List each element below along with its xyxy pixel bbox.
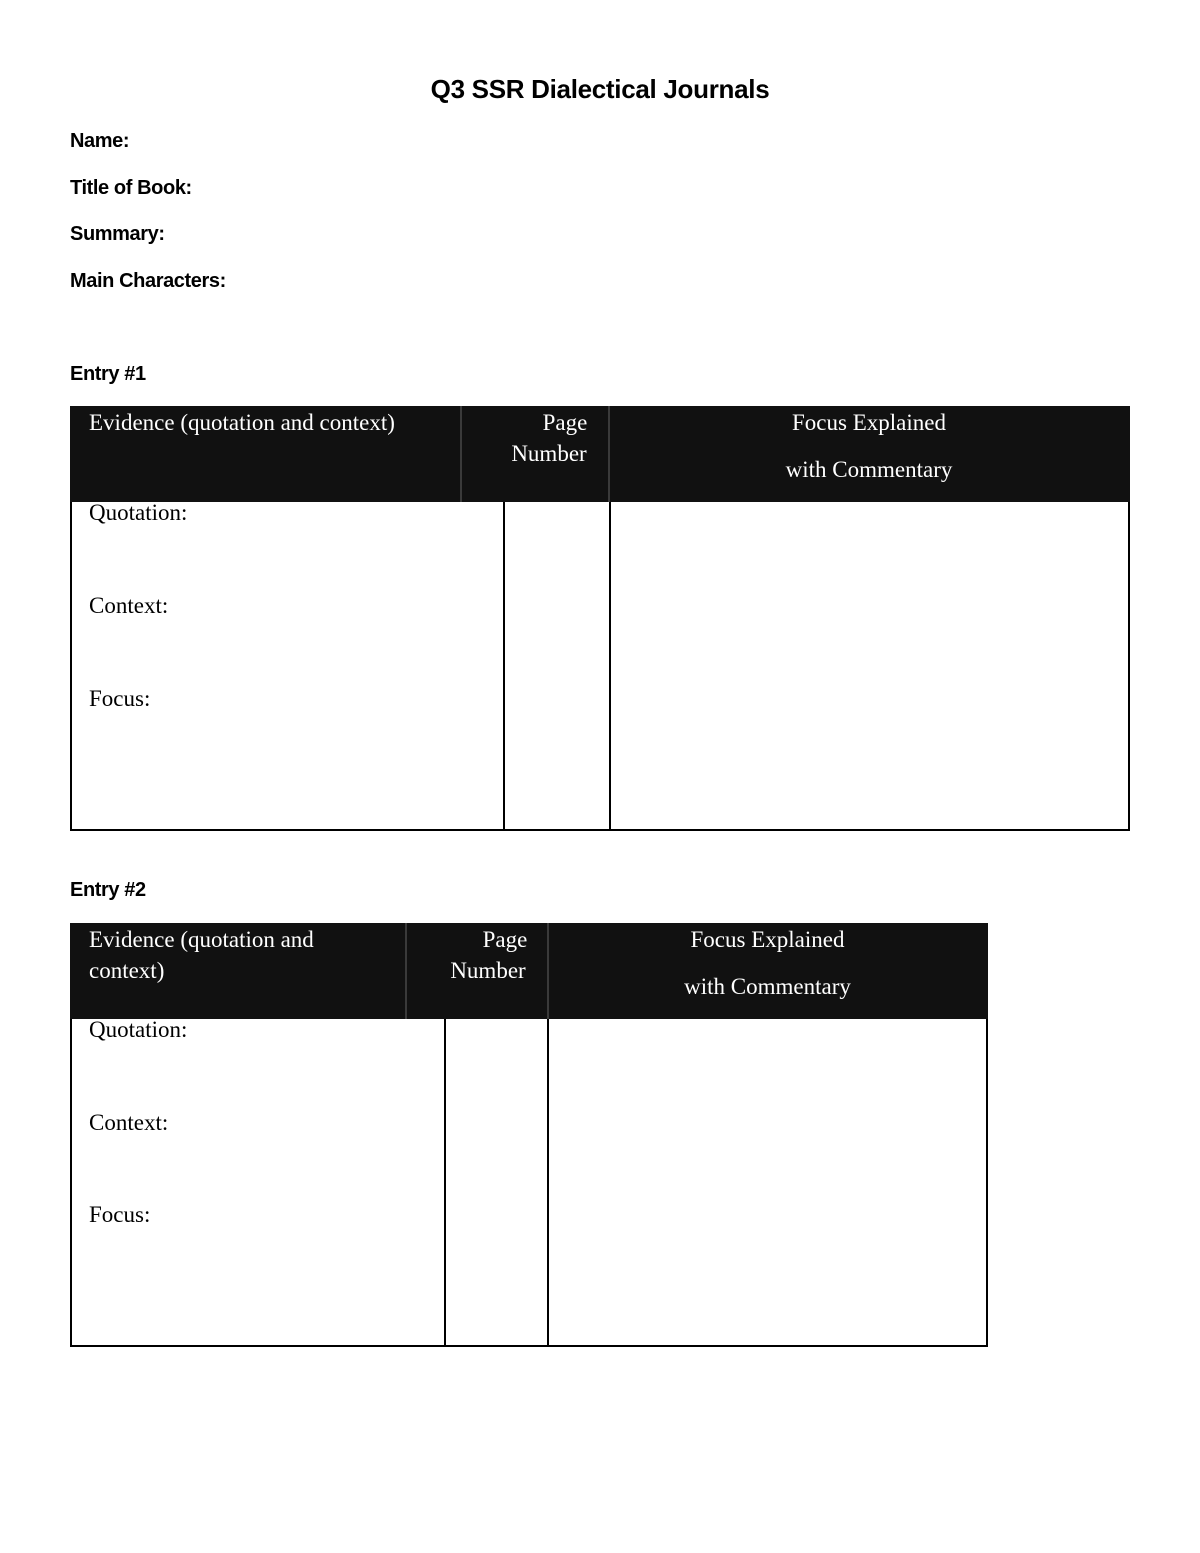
quotation-label: Quotation:	[89, 500, 188, 525]
column-divider	[444, 1019, 446, 1345]
page-number-header-line2: Number	[511, 441, 587, 466]
context-label: Context:	[89, 1110, 169, 1135]
entry-2-body-row	[70, 1019, 988, 1347]
entry-1-header-row	[70, 406, 1130, 502]
focus-header-line2: with Commentary	[785, 457, 953, 482]
entry-1-table	[70, 406, 1130, 831]
evidence-header-line2: context)	[89, 958, 165, 983]
summary-field-label: Summary:	[70, 223, 165, 245]
name-field-label: Name:	[70, 130, 130, 152]
entry-2-label: Entry #2	[70, 879, 146, 901]
focus-label: Focus:	[89, 1202, 151, 1227]
header-divider	[460, 406, 462, 502]
evidence-header-line1: Evidence (quotation and	[89, 927, 314, 952]
page-number-header-line1: Page	[542, 410, 588, 435]
column-divider	[609, 502, 611, 829]
page-title: Q3 SSR Dialectical Journals	[430, 74, 770, 104]
page-number-header-line1: Page	[482, 927, 528, 952]
entry-1-body-row	[70, 502, 1130, 831]
page-number-header-line2: Number	[450, 958, 526, 983]
quotation-label: Quotation:	[89, 1017, 188, 1042]
entry-2-header-row	[70, 923, 988, 1019]
entry-1-label: Entry #1	[70, 363, 146, 385]
evidence-header: Evidence (quotation and context)	[89, 410, 395, 435]
focus-label: Focus:	[89, 686, 151, 711]
entry-2-table	[70, 923, 988, 1347]
context-label: Context:	[89, 593, 169, 618]
focus-header-line1: Focus Explained	[690, 927, 845, 952]
focus-header-line2: with Commentary	[684, 974, 851, 999]
title-of-book-field-label: Title of Book:	[70, 177, 192, 199]
column-divider	[547, 1019, 549, 1345]
column-divider	[503, 502, 505, 829]
main-characters-field-label: Main Characters:	[70, 270, 226, 292]
focus-header-line1: Focus Explained	[792, 410, 946, 435]
